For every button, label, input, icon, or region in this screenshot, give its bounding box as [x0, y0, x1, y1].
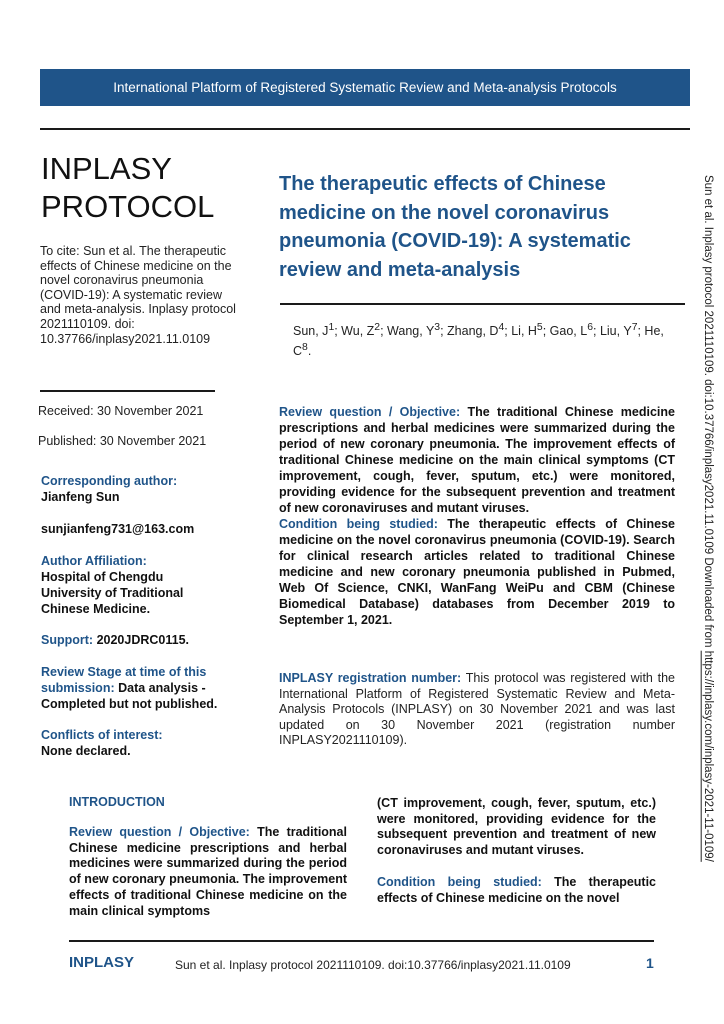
author-name: ; Wu, Z	[334, 324, 375, 339]
header-banner	[40, 69, 690, 106]
author-affiliation-number: 1	[328, 322, 335, 333]
author-name: ; Gao, L	[542, 324, 588, 339]
brand-line-protocol: PROTOCOL	[41, 189, 215, 224]
abstract-review-question	[279, 404, 675, 516]
author-affiliation-number: 5	[536, 322, 543, 333]
support-label: Support:	[41, 633, 94, 647]
author-name: ; Zhang, D	[440, 324, 499, 339]
top-divider	[40, 128, 690, 130]
conflicts-label: Conflicts of interest:	[41, 728, 163, 742]
support-value: 2020JDRC0115.	[96, 633, 189, 647]
condition-label: Condition being studied:	[279, 517, 438, 531]
introduction-heading: INTRODUCTION	[69, 795, 165, 809]
author-name: Sun, J	[293, 324, 329, 339]
review-stage-label: Review Stage at time of this submission:	[41, 665, 207, 695]
intro-review-text: The traditional Chinese medicine prescriptions and herbal medicines were summarized during the period of new coronary pneumonia. The improvement effects of traditional Chinese medicine on the main clinical symptoms	[69, 825, 347, 918]
side-note-text: Sun et al. Inplasy protocol 2021110109. doi:10.37766/inplasy2021.11.0109 Downloaded from	[702, 175, 714, 651]
published-date: Published: 30 November 2021	[38, 434, 207, 448]
author-affiliation-number: 4	[498, 322, 505, 333]
article-title: The therapeutic effects of Chinese medicine on the novel coronavirus pneumonia (COVID-19): A systematic review and meta-analysis	[279, 173, 631, 281]
intro-column-right	[377, 796, 656, 906]
received-date: Received: 30 November 2021	[38, 404, 204, 418]
author-affiliation-number: 3	[434, 322, 441, 333]
paragraph-gap	[377, 859, 656, 875]
review-stage-block	[41, 664, 241, 712]
conflicts-block	[41, 727, 241, 759]
email-text: sunjianfeng731@163.com	[41, 522, 195, 536]
author-name: ; Liu, Y	[593, 324, 632, 339]
author-list	[293, 320, 678, 359]
review-question-label: Review question / Objective:	[279, 405, 461, 419]
footer-brand: INPLASY	[69, 954, 135, 971]
registration-label: INPLASY registration number:	[279, 671, 462, 685]
citation-text: To cite: Sun et al. The therapeutic effects of Chinese medicine on the novel coronavirus pneumonia (COVID-19): A systematic review and meta-analysis. Inplasy protocol 2021110109. doi: 10.37766/inplasy2021.11.0109	[40, 244, 236, 346]
registration-block	[279, 671, 675, 749]
author-affiliation-number: 8	[302, 341, 308, 353]
author-affiliation-number: 7	[631, 322, 638, 333]
conflicts-value: None declared.	[41, 744, 131, 758]
corresponding-author-name: Jianfeng Sun	[41, 490, 120, 504]
intro-condition-text: The therapeutic effects of Chinese medicine on the novel	[377, 874, 657, 905]
author-name: ; Wang, Y	[380, 324, 435, 339]
review-question-text: The traditional Chinese medicine prescriptions and herbal medicines were summarized during the period of new coronary pneumonia. The improvement effects of traditional Chinese medicine on the main clinical symptoms (CT improvement, cough, fever, sputum, etc.) were monitored, providing evidence for the subsequent prevention and treatment of new coronaviruses and mutant viruses.	[279, 405, 675, 515]
registration-text: This protocol was registered with the International Platform of Registered Systematic Review and Meta-Analysis Protocols (INPLASY) on 30 November 2021 and was last updated on 30 November 2021 (registration number INPLASY2021110109).	[279, 671, 675, 747]
intro-review-label: Review question / Objective:	[69, 825, 250, 839]
abstract-condition	[279, 516, 675, 628]
page-number: 1	[646, 955, 654, 971]
title-divider	[280, 303, 685, 305]
side-note-link[interactable]: https://inplasy.com/inplasy-2021-11-0109/	[702, 650, 714, 862]
corresponding-author-label: Corresponding author:	[41, 474, 178, 488]
banner-text: International Platform of Registered Systematic Review and Meta-analysis Protocols	[113, 80, 617, 95]
support-block	[41, 632, 241, 648]
author-name: ; Li, H	[504, 324, 537, 339]
condition-text: The therapeutic effects of Chinese medicine on the novel coronavirus pneumonia (COVID-19). Search for clinical research articles related to traditional Chinese medicine and new coronary pneumonia published in Pubmed, Web Of Science, CNKI, WanFang WeiPu and CBM (Chinese Biomedical Database) databases from December 2019 to September 1, 2021.	[279, 517, 675, 627]
author-list-end: .	[307, 343, 312, 358]
author-affiliation-number: 6	[587, 322, 593, 333]
brand-block	[41, 150, 214, 226]
intro-column-left	[69, 825, 347, 919]
brand-line-inplasy: INPLASY	[41, 151, 172, 186]
footer-divider	[69, 940, 654, 942]
author-email	[41, 521, 241, 537]
intro-continued-text: (CT improvement, cough, fever, sputum, etc.) were monitored, providing evidence for the subsequent prevention and treatment of new coronaviruses and mutant viruses.	[377, 796, 656, 858]
author-affiliation-number: 2	[374, 322, 381, 333]
author-name: ; He, C	[293, 324, 664, 358]
affiliation-label: Author Affiliation:	[41, 554, 147, 568]
corresponding-author-block	[41, 473, 241, 505]
abstract-block	[279, 404, 675, 628]
affiliation-value: Hospital of Chengdu University of Traditional Chinese Medicine.	[41, 570, 184, 616]
intro-condition-label: Condition being studied:	[377, 874, 542, 889]
affiliation-block	[41, 553, 241, 617]
left-divider	[40, 390, 215, 392]
footer-citation: Sun et al. Inplasy protocol 2021110109. doi:10.37766/inplasy2021.11.0109	[175, 958, 571, 972]
side-download-note	[702, 175, 714, 862]
review-stage-value: Data analysis - Completed but not published.	[41, 681, 218, 711]
